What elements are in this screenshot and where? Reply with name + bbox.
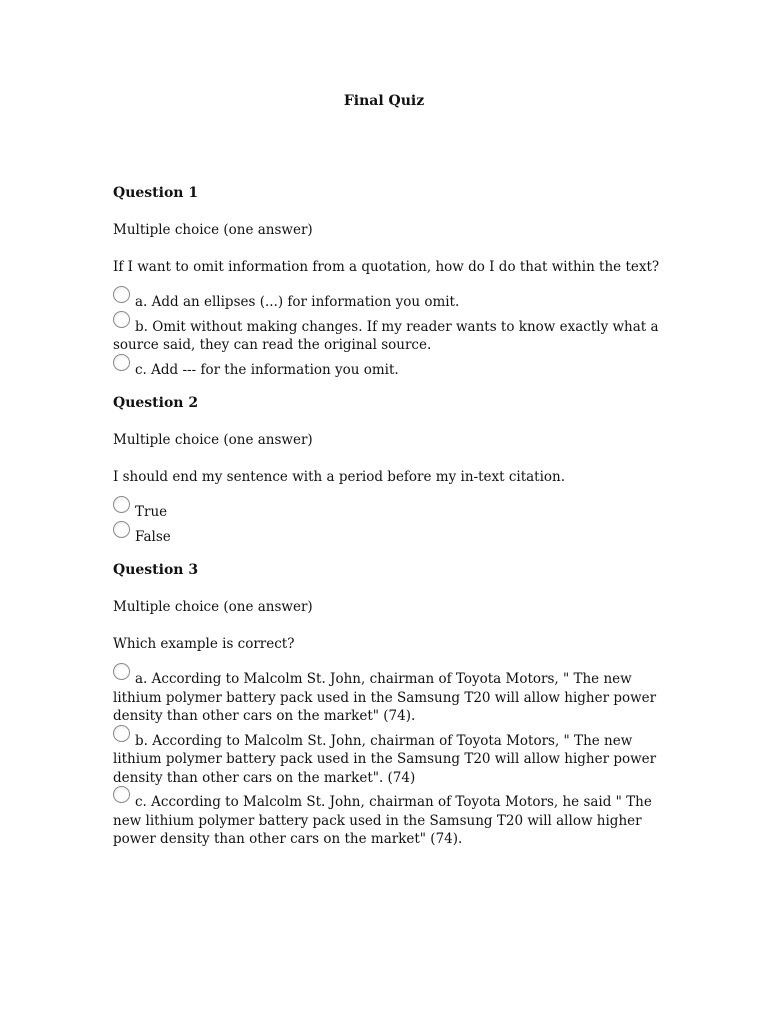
- radio-button-icon[interactable]: [113, 521, 130, 538]
- answer-option-label: c. According to Malcolm St. John, chairman of Toyota Motors, he said " The new lithium polymer battery pack used in the Samsung T20 will allow higher power density than other cars on the market" (74).: [113, 794, 652, 847]
- question-3: [113, 561, 661, 849]
- answer-option-true[interactable]: [113, 497, 661, 522]
- answer-option-label: b. According to Malcolm St. John, chairman of Toyota Motors, " The new lithium polymer battery pack used in the Samsung T20 will allow higher power density than other cars on the market". (74): [113, 732, 657, 786]
- answer-options: [113, 497, 661, 546]
- radio-button-icon[interactable]: [113, 725, 130, 742]
- question-type: Multiple choice (one answer): [113, 222, 313, 238]
- question-2: [113, 394, 661, 546]
- radio-button-icon[interactable]: [113, 311, 130, 328]
- question-text: Which example is correct?: [113, 636, 295, 652]
- question-heading: Question 2: [113, 395, 199, 411]
- answer-option-a[interactable]: [113, 664, 661, 726]
- answer-option-label: True: [135, 504, 168, 520]
- answer-option-label: a. According to Malcolm St. John, chairman of Toyota Motors, " The new lithium polymer battery pack used in the Samsung T20 will allow higher power density than other cars on the market" (74).: [113, 671, 657, 724]
- page-title: Final Quiz: [343, 93, 425, 109]
- radio-button-icon[interactable]: [113, 786, 130, 803]
- answer-option-c[interactable]: [113, 787, 661, 849]
- question-heading: Question 1: [113, 185, 199, 201]
- radio-button-icon[interactable]: [113, 496, 130, 513]
- answer-option-label: c. Add --- for the information you omit.: [135, 361, 399, 378]
- answer-option-false[interactable]: [113, 522, 661, 547]
- radio-button-icon[interactable]: [113, 286, 130, 303]
- question-type: Multiple choice (one answer): [113, 599, 313, 615]
- radio-button-icon[interactable]: [113, 354, 130, 371]
- question-1: [113, 184, 661, 379]
- answer-option-b[interactable]: [113, 726, 661, 788]
- question-text: I should end my sentence with a period before my in-text citation.: [113, 469, 566, 485]
- answer-option-b[interactable]: [113, 312, 661, 355]
- quiz-content: [113, 184, 661, 864]
- question-type: Multiple choice (one answer): [113, 432, 313, 448]
- answer-options: [113, 287, 661, 379]
- answer-option-a[interactable]: [113, 287, 661, 312]
- answer-option-c[interactable]: [113, 355, 661, 380]
- answer-options: [113, 664, 661, 849]
- answer-option-label: b. Omit without making changes. If my reader wants to know exactly what a source said, they can read the original source.: [113, 318, 659, 353]
- answer-option-label: False: [135, 528, 171, 545]
- question-text: If I want to omit information from a quotation, how do I do that within the text?: [113, 259, 660, 275]
- question-heading: Question 3: [113, 562, 199, 578]
- answer-option-label: a. Add an ellipses (...) for information you omit.: [135, 294, 460, 310]
- radio-button-icon[interactable]: [113, 663, 130, 680]
